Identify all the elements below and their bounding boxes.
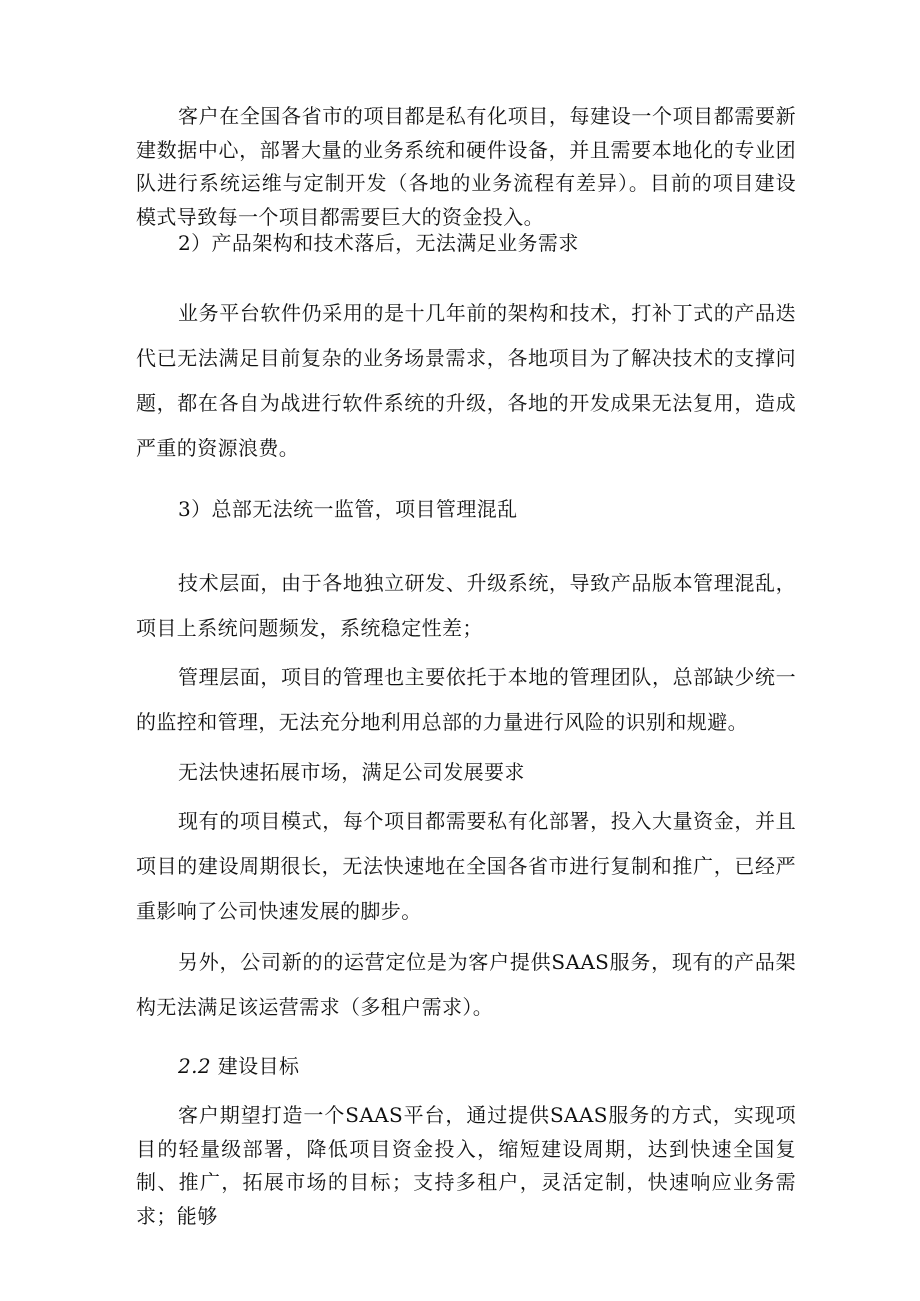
section-title: 建设目标 (217, 1054, 300, 1078)
paragraph-management-level: 管理层面，项目的管理也主要依托于本地的管理团队，总部缺少统一的监控和管理，无法充分地利用总部的力量进行风险的识别和规避。 (136, 665, 796, 734)
paragraph-saas-positioning: 另外，公司新的的运营定位是为客户提供SAAS服务，现有的产品架构无法满足该运营需求（多租户需求）。 (136, 950, 796, 1019)
paragraph-current-model: 现有的项目模式，每个项目都需要私有化部署，投入大量资金，并且项目的建设周期很长，无法快速地在全国各省市进行复制和推广，已经严重影响了公司快速发展的脚步。 (136, 809, 796, 923)
paragraph-technical-level: 技术层面，由于各地独立研发、升级系统，导致产品版本管理混乱，项目上系统问题频发，系统稳定性差； (136, 571, 796, 640)
paragraph-private-projects: 客户在全国各省市的项目都是私有化项目，每建设一个项目都需要新建数据中心，部署大量的业务系统和硬件设备，并且需要本地化的专业团队进行系统运维与定制开发（各地的业务流程有差异）。目前的项目建设模式导致每一个项目都需要巨大的资金投入。 (136, 104, 796, 229)
paragraph-market-expansion: 无法快速拓展市场，满足公司发展要求 (178, 760, 525, 784)
section-number: 2.2 (178, 1054, 212, 1078)
heading-hq-supervision: 3）总部无法统一监管，项目管理混乱 (178, 497, 518, 521)
paragraph-platform-software: 业务平台软件仍采用的是十几年前的架构和技术，打补丁式的产品迭代已无法满足目前复杂的业务场景需求，各地项目为了解决技术的支撑问题，都在各自为战进行软件系统的升级，各地的开发成果无法复用，造成严重的资源浪费。 (136, 301, 796, 460)
heading-architecture-outdated: 2）产品架构和技术落后，无法满足业务需求 (178, 231, 579, 255)
section-heading-construction-goals (178, 1051, 299, 1081)
paragraph-customer-expectation: 客户期望打造一个SAAS平台，通过提供SAAS服务的方式，实现项目的轻量级部署，降低项目资金投入，缩短建设周期，达到快速全国复制、推广，拓展市场的目标；支持多租户，灵活定制，快速响应业务需求；能够 (136, 1103, 796, 1228)
